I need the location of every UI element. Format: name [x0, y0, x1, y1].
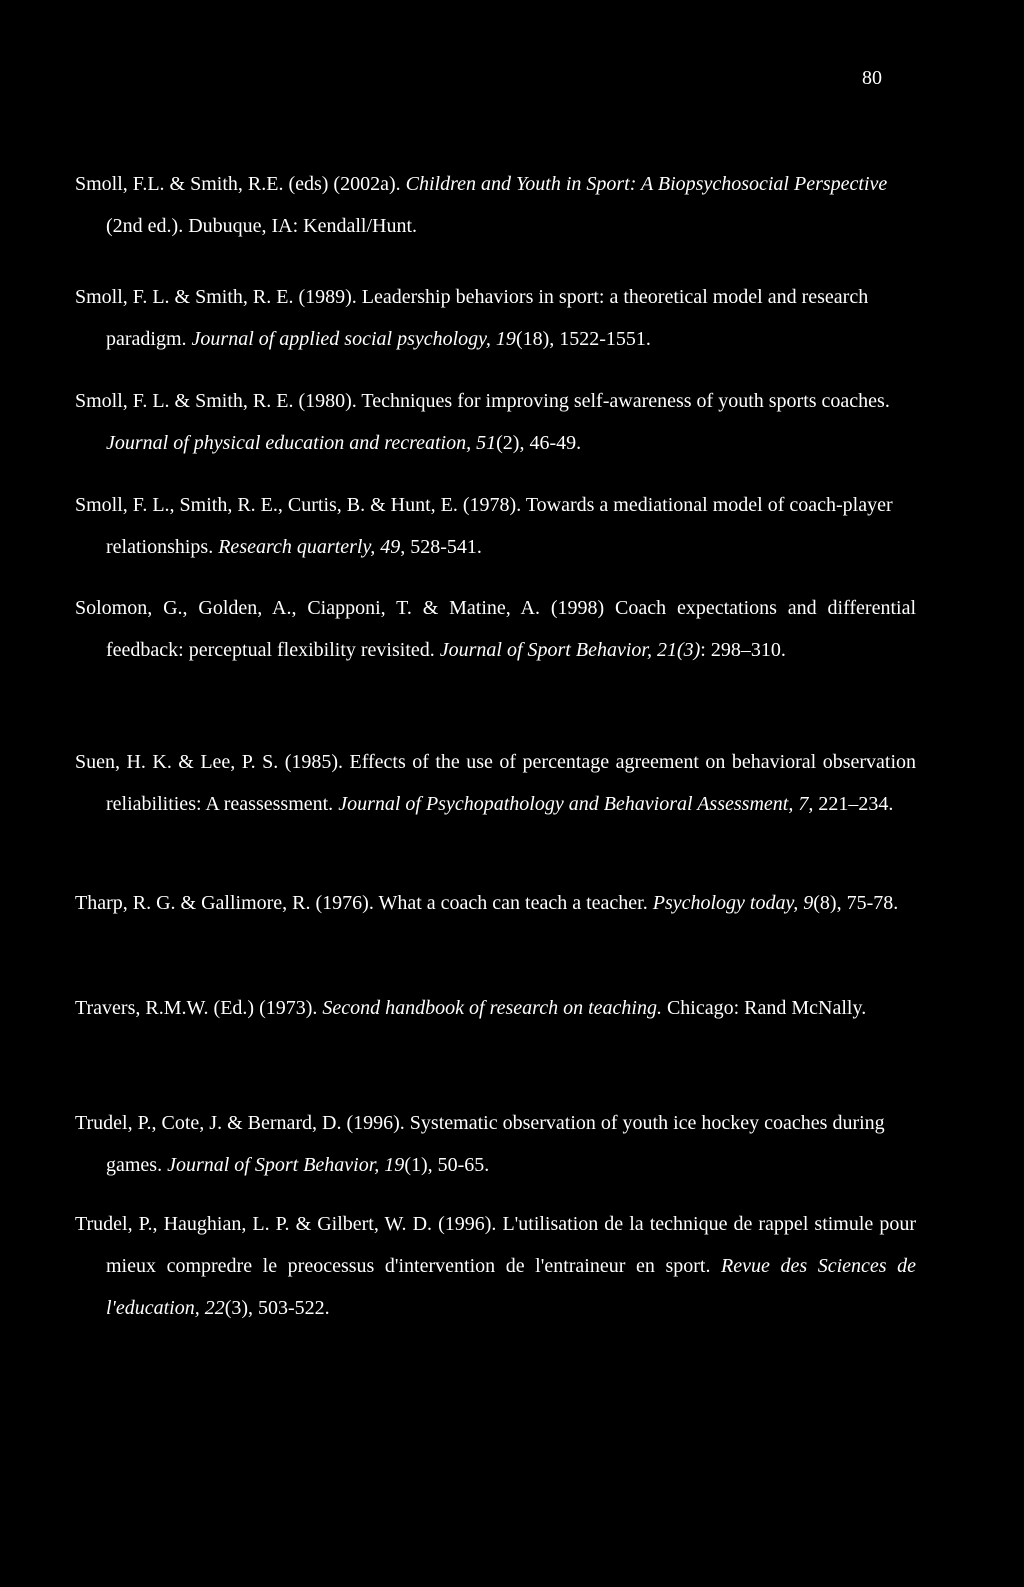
reference-entry — [75, 587, 916, 671]
page-number: 80 — [862, 67, 882, 89]
reference-text-segment: Trudel, P., Haughian, L. P. & Gilbert, W. D. (1996). L'utilisation de la technique de rappel stimule pour mieux compredre le preocessus d'intervention de l'entraineur en sport. — [75, 1213, 916, 1277]
reference-entry — [75, 484, 916, 568]
reference-entry — [75, 380, 916, 464]
reference-entry — [75, 987, 916, 1029]
reference-text-segment: (2), 46-49. — [496, 432, 582, 454]
reference-text-segment: Smoll, F. L., Smith, R. E., Curtis, B. & Hunt, E. (1978). Towards a mediational model of coach-player relationships. — [75, 494, 893, 558]
reference-italic-segment: Revue des Sciences de l'education, 22 — [106, 1255, 917, 1319]
reference-italic-segment: Psychology today, 9 — [652, 892, 814, 914]
reference-entry — [75, 276, 916, 360]
reference-italic-segment: Journal of applied social psychology, 19 — [191, 328, 516, 350]
reference-entry — [75, 741, 916, 825]
reference-italic-segment: Second handbook of research on teaching. — [322, 997, 662, 1019]
reference-text-segment: Solomon, G., Golden, A., Ciapponi, T. & Matine, A. (1998) Coach expectations and differential feedback: perceptual flexibility revisited. — [75, 597, 916, 661]
reference-text-segment: , 528-541. — [400, 536, 482, 558]
reference-entry — [75, 882, 916, 924]
reference-italic-segment: Journal of Sport Behavior, 19 — [167, 1154, 405, 1176]
reference-text-segment: Smoll, F. L. & Smith, R. E. (1989). Leadership behaviors in sport: a theoretical model and research paradigm. — [75, 286, 869, 350]
reference-text-segment: Smoll, F.L. & Smith, R.E. (eds) (2002a). — [75, 173, 406, 195]
reference-text-segment: (1), 50-65. — [404, 1154, 490, 1176]
reference-entry — [75, 163, 916, 247]
reference-text-segment: (2nd ed.). Dubuque, IA: Kendall/Hunt. — [106, 215, 418, 237]
reference-italic-segment: Journal of physical education and recreation, 51 — [106, 432, 497, 454]
reference-italic-segment: Journal of Sport Behavior, 21(3) — [439, 639, 701, 661]
reference-italic-segment: Journal of Psychopathology and Behavioral Assessment, 7, — [338, 793, 814, 815]
reference-text-segment: (8), 75-78. — [813, 892, 899, 914]
reference-text-segment: Tharp, R. G. & Gallimore, R. (1976). What a coach can teach a teacher. — [75, 892, 653, 914]
reference-text-segment: Travers, R.M.W. (Ed.) (1973). — [75, 997, 323, 1019]
reference-text-segment: Smoll, F. L. & Smith, R. E. (1980). Techniques for improving self-awareness of youth sports coaches. — [75, 390, 890, 412]
reference-text-segment: Trudel, P., Cote, J. & Bernard, D. (1996). Systematic observation of youth ice hockey coaches during games. — [75, 1112, 885, 1176]
reference-italic-segment: Children and Youth in Sport: A Biopsychosocial Perspective — [405, 173, 888, 195]
reference-text-segment: 221–234. — [813, 793, 894, 815]
reference-text-segment: (18), 1522-1551. — [515, 328, 651, 350]
reference-entry — [75, 1102, 916, 1186]
reference-entry — [75, 1203, 916, 1329]
reference-text-segment: Chicago: Rand McNally. — [661, 997, 867, 1019]
reference-italic-segment: Research quarterly, 49 — [218, 536, 401, 558]
reference-text-segment: : 298–310. — [700, 639, 786, 661]
reference-text-segment: Suen, H. K. & Lee, P. S. (1985). Effects of the use of percentage agreement on behavioral observation reliabilities: A reassessment. — [75, 751, 916, 815]
reference-text-segment: (3), 503-522. — [224, 1297, 330, 1319]
